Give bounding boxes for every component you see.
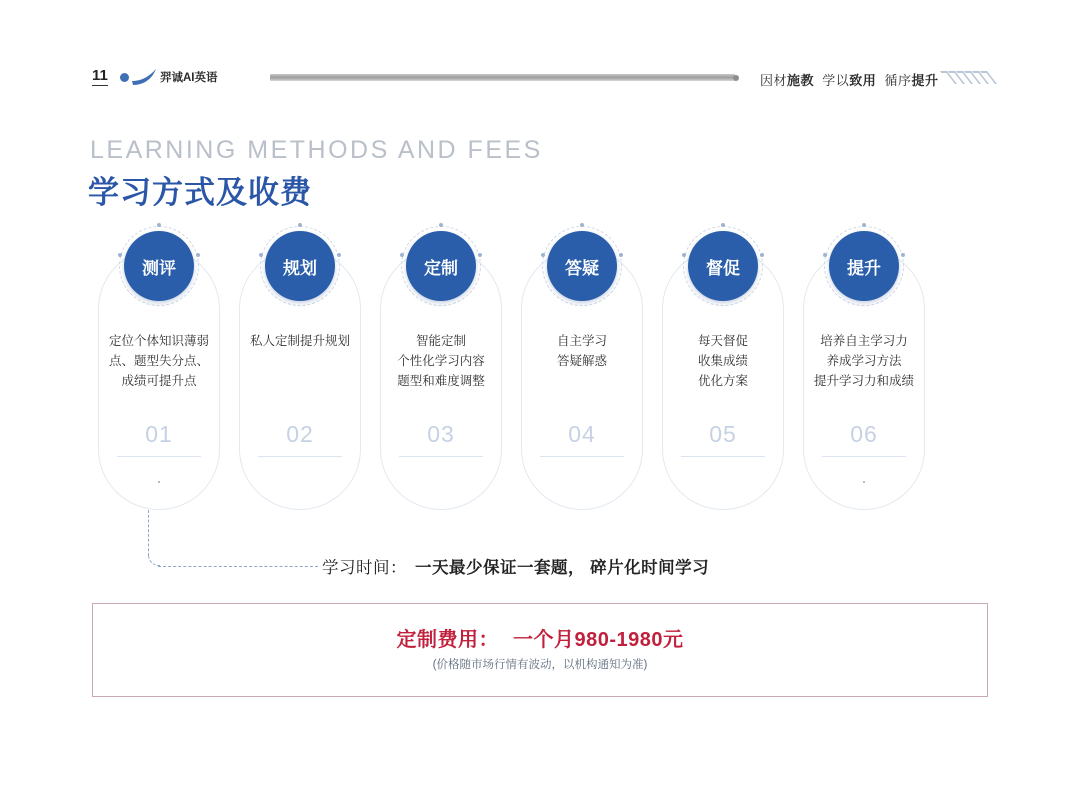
fee-note: (价格随市场行情有波动，以机构通知为准) [432,659,648,671]
brand-logo [120,66,218,88]
section-title-chinese: 学习方式及收费 [88,175,312,210]
slogan-bold-1: 施教 [787,73,815,88]
slogan-part-1: 因材 [760,73,788,88]
step-badge-label: 答疑 [547,231,617,301]
logo-swoosh-icon [132,67,162,87]
step-badge-label: 提升 [829,231,899,301]
process-card-list [98,248,978,510]
badge-wrapper [821,223,907,309]
list-item[interactable] [98,248,220,510]
badge-wrapper [116,223,202,309]
card-step-number: 05 [709,421,737,447]
fee-label: 定制费用： [396,629,499,651]
step-badge-label: 定制 [406,231,476,301]
logo-text: 羿诚AI英语 [160,72,218,84]
badge-wrapper [680,223,766,309]
step-badge-label: 测评 [124,231,194,301]
list-item[interactable] [380,248,502,510]
card-description: 每天督促 收集成绩 优化方案 [697,334,748,388]
slogan-part-2: 学以 [822,73,850,88]
badge-wrapper [539,223,625,309]
badge-wrapper [257,223,343,309]
study-time-row [322,554,709,578]
card-description: 培养自主学习力 养成学习方法 提升学习力和成绩 [813,334,914,388]
list-item[interactable] [521,248,643,510]
card-step-number: 02 [286,421,314,447]
slogan-part-3: 循序 [884,73,912,88]
list-item[interactable] [803,248,925,510]
slogan-bold-3: 提升 [911,73,939,88]
card-step-number: 01 [145,421,173,447]
card-tick-dot [863,481,865,483]
chevron-right-icon-group [945,68,993,86]
study-time-value: 一天最少保证一套题， 碎片化时间学习 [415,559,710,577]
header-rule [270,74,735,81]
fee-callout-box [92,603,988,697]
connector-line [148,510,318,572]
fee-headline [93,623,987,652]
page-number: 11 [92,67,108,84]
card-divider [258,456,342,457]
list-item[interactable] [662,248,784,510]
card-description: 私人定制提升规划 [249,334,350,348]
list-item[interactable] [239,248,361,510]
step-badge-label: 督促 [688,231,758,301]
card-divider [540,456,624,457]
card-description: 自主学习 答疑解惑 [556,334,607,368]
badge-wrapper [398,223,484,309]
card-divider [681,456,765,457]
card-tick-dot [158,481,160,483]
logo-dot-icon [120,73,129,82]
study-time-label: 学习时间： [322,559,407,577]
page-header [0,0,1077,110]
card-step-number: 04 [568,421,596,447]
card-step-number: 06 [850,421,878,447]
card-description: 定位个体知识薄弱点、题型失分点、成绩可提升点 [108,334,209,388]
fee-value: 一个月980-1980元 [512,629,684,651]
card-step-number: 03 [427,421,455,447]
card-divider [399,456,483,457]
slogan-bold-2: 致用 [849,73,877,88]
card-description: 智能定制 个性化学习内容 题型和难度调整 [397,334,485,388]
card-divider [117,456,201,457]
header-slogan [760,70,939,89]
section-title-english: LEARNING METHODS AND FEES [90,136,543,164]
step-badge-label: 规划 [265,231,335,301]
card-divider [822,456,906,457]
